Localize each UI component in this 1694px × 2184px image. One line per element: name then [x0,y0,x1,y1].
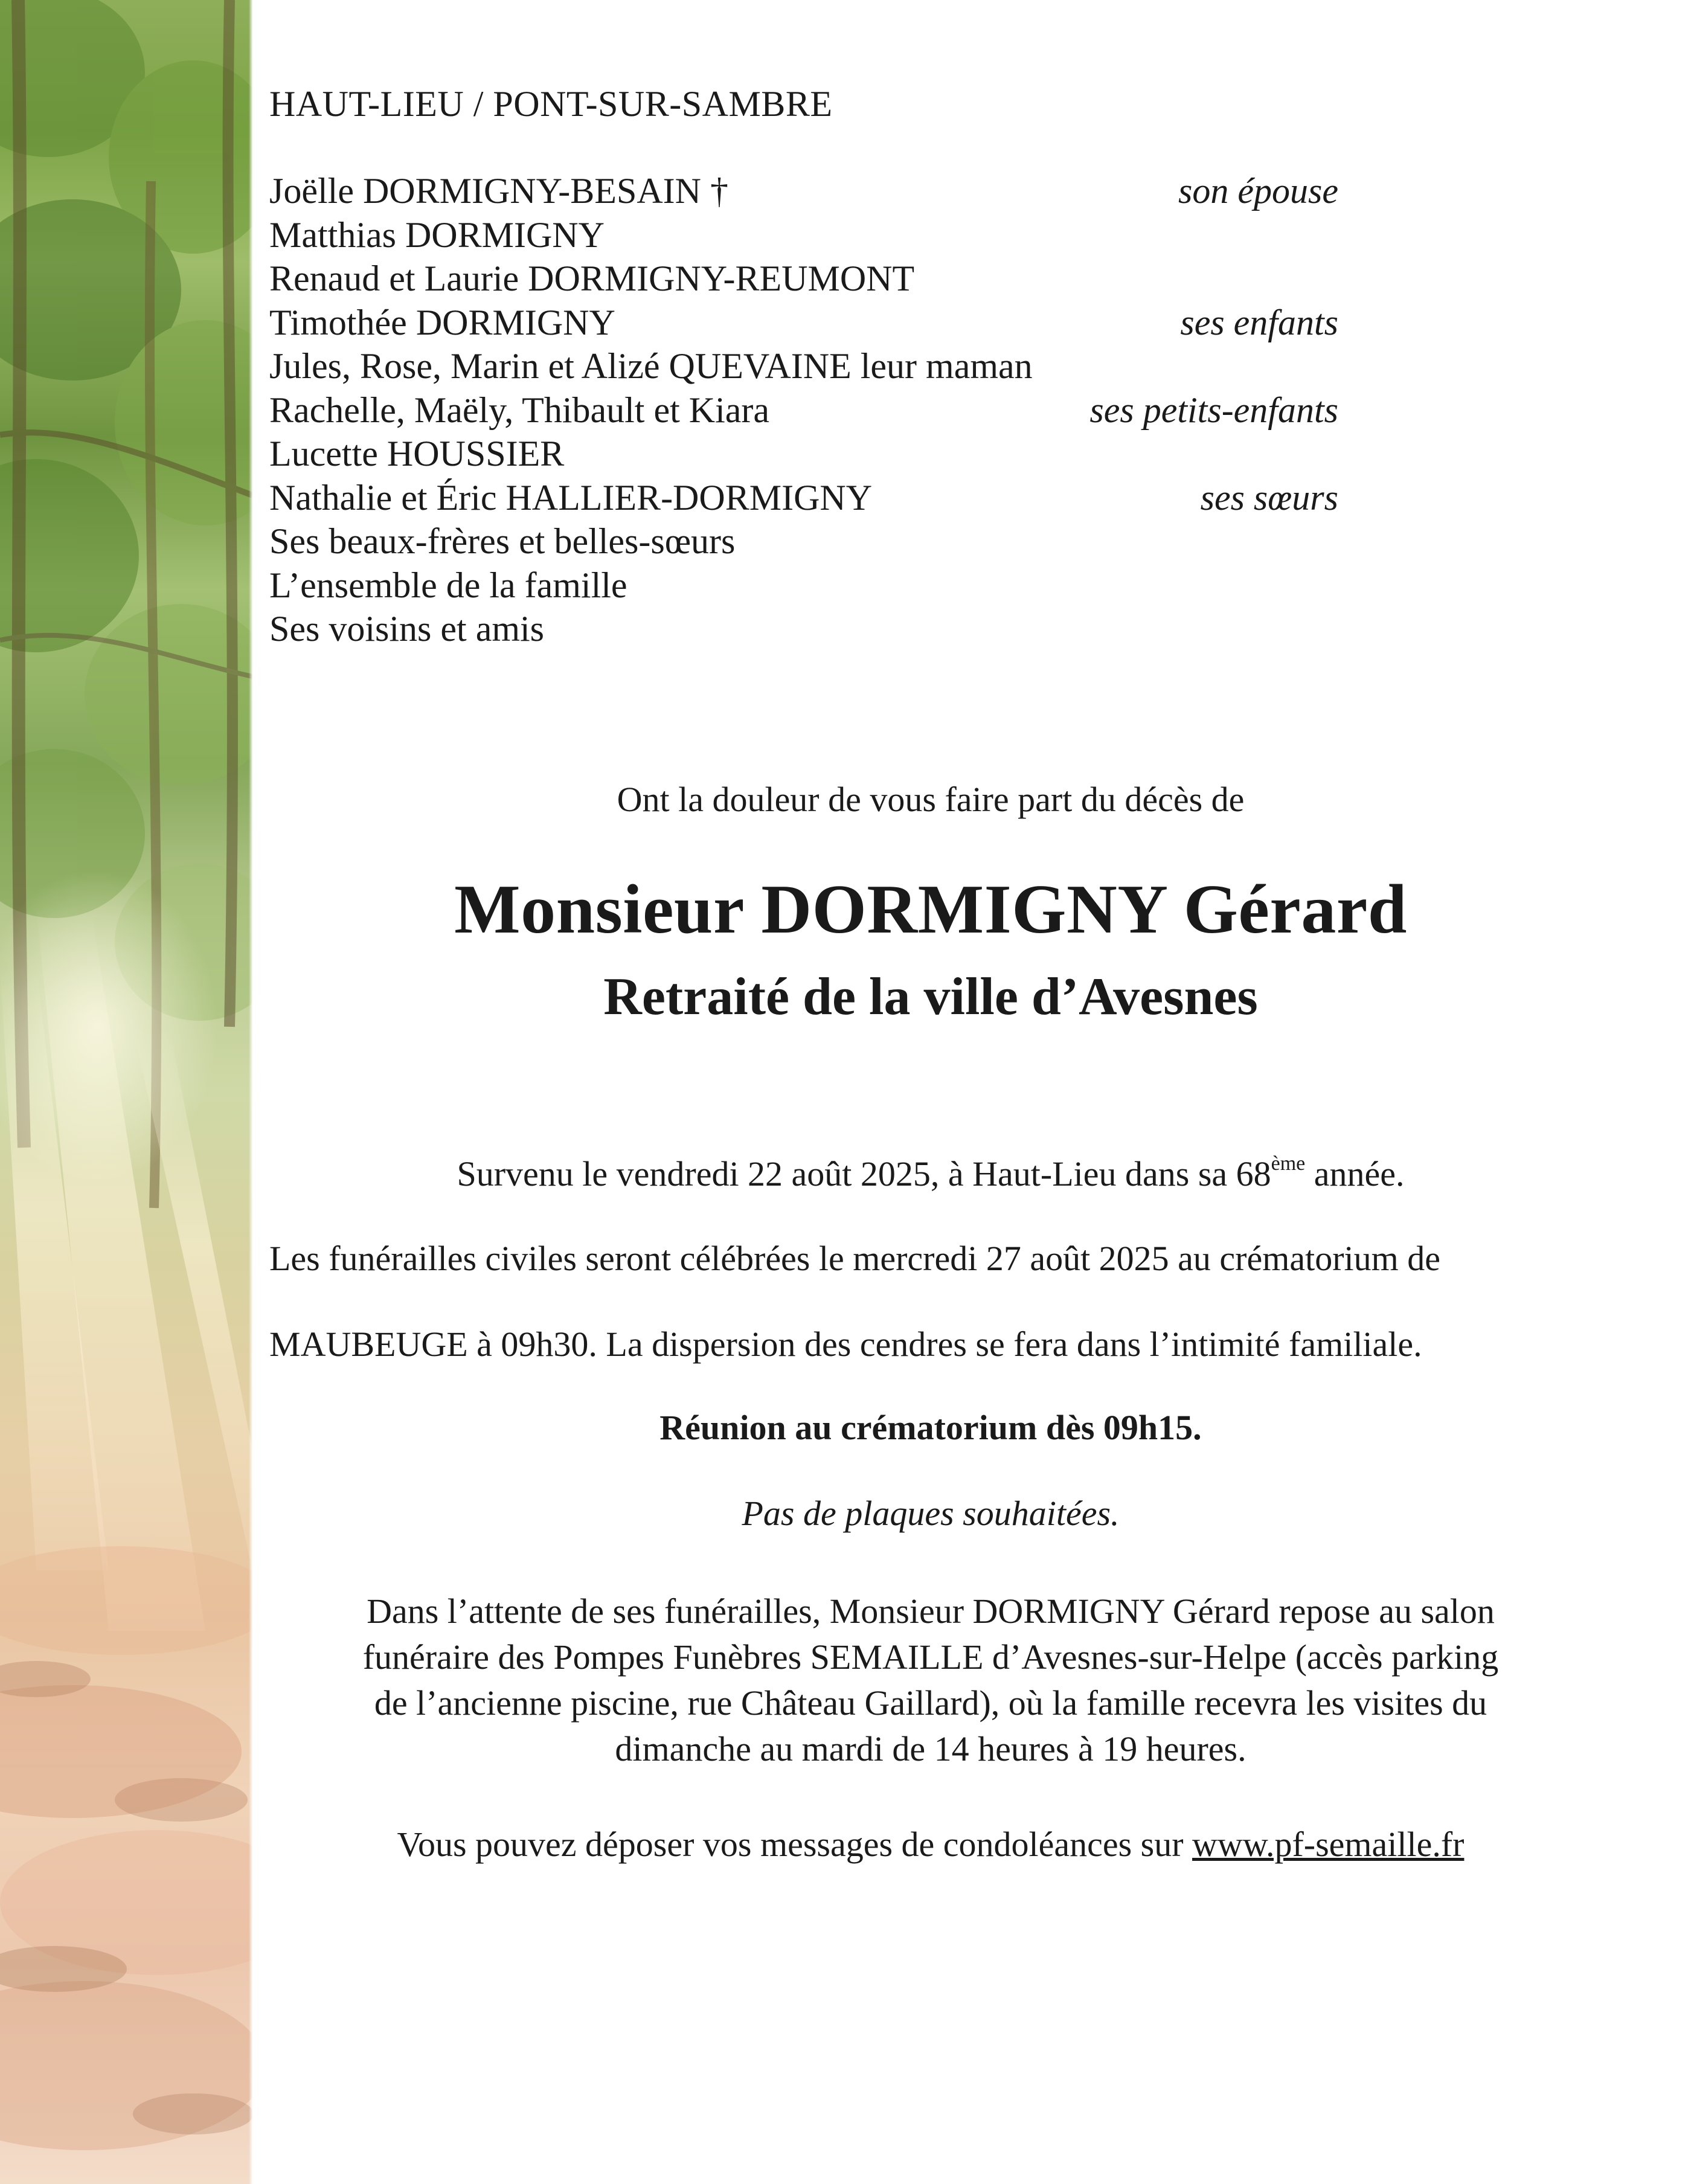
family-list [269,169,1356,651]
family-names: Joëlle DORMIGNY-BESAIN † [269,171,728,211]
condolences-notice [269,1824,1592,1864]
meeting-notice: Réunion au crématorium dès 09h15. [659,1408,1202,1447]
family-row [269,519,1356,564]
salon-line: dimanche au mardi de 14 heures à 19 heures. [615,1729,1246,1768]
family-names: Jules, Rose, Marin et Alizé QUEVAINE leur maman [269,346,1033,386]
family-names: Matthias DORMIGNY [269,214,605,255]
family-row [269,344,1356,388]
family-names: Ses beaux-frères et belles-sœurs [269,521,736,561]
family-relation: son épouse [1178,171,1338,211]
family-row [269,607,1356,651]
family-names: Lucette HOUSSIER [269,434,565,474]
condolences-text: Vous pouvez déposer vos messages de condoléances sur [397,1825,1193,1864]
family-row [269,564,1356,608]
website-link[interactable]: www.pf-semaille.fr [1192,1825,1465,1864]
death-notice-superscript: ème [1271,1152,1306,1175]
forest-illustration [0,0,252,2184]
death-notice [269,1154,1592,1194]
family-row [269,257,1356,301]
deceased-title: Retraité de la ville d’Avesnes [603,968,1258,1026]
salon-line: Dans l’attente de ses funérailles, Monsieur DORMIGNY Gérard repose au salon [367,1591,1495,1631]
salon-line: de l’ancienne piscine, rue Château Gaillard), où la famille recevra les visites du [374,1683,1487,1723]
death-notice-end: année. [1305,1154,1405,1193]
family-row [269,388,1356,432]
salon-paragraph [269,1588,1592,1772]
family-relation: ses sœurs [1200,477,1338,518]
location-heading: HAUT-LIEU / PONT-SUR-SAMBRE [269,84,833,124]
obituary-content [269,0,1628,2184]
family-names: Ses voisins et amis [269,609,545,649]
funeral-line-1: Les funérailles civiles seront célébrées le mercredi 27 août 2025 au crématorium de [269,1239,1440,1278]
family-row [269,301,1356,345]
family-names: Renaud et Laurie DORMIGNY-REUMONT [269,259,915,298]
deceased-name: Monsieur DORMIGNY Gérard [454,871,1407,948]
funeral-line-2: MAUBEUGE à 09h30. La dispersion des cendres se fera dans l’intimité familiale. [269,1325,1422,1364]
family-relation: ses enfants [1180,302,1338,342]
family-names: Rachelle, Maëly, Thibault et Kiara [269,390,770,430]
family-row [269,213,1356,257]
family-names: Timothée DORMIGNY [269,302,615,342]
family-names: L’ensemble de la famille [269,565,627,605]
forest-edge-fade [249,0,252,2184]
family-row [269,169,1356,213]
plaques-notice: Pas de plaques souhaitées. [742,1494,1120,1533]
family-row [269,432,1356,476]
salon-line: funéraire des Pompes Funèbres SEMAILLE d’Avesnes-sur-Helpe (accès parking [362,1637,1499,1677]
forest-background-image [0,0,252,2184]
announcement-intro: Ont la douleur de vous faire part du décès de [617,780,1245,819]
family-relation: ses petits-enfants [1089,390,1338,430]
family-names: Nathalie et Éric HALLIER-DORMIGNY [269,477,873,518]
death-notice-text: Survenu le vendredi 22 août 2025, à Haut-Lieu dans sa 68 [457,1154,1271,1193]
family-row [269,476,1356,520]
